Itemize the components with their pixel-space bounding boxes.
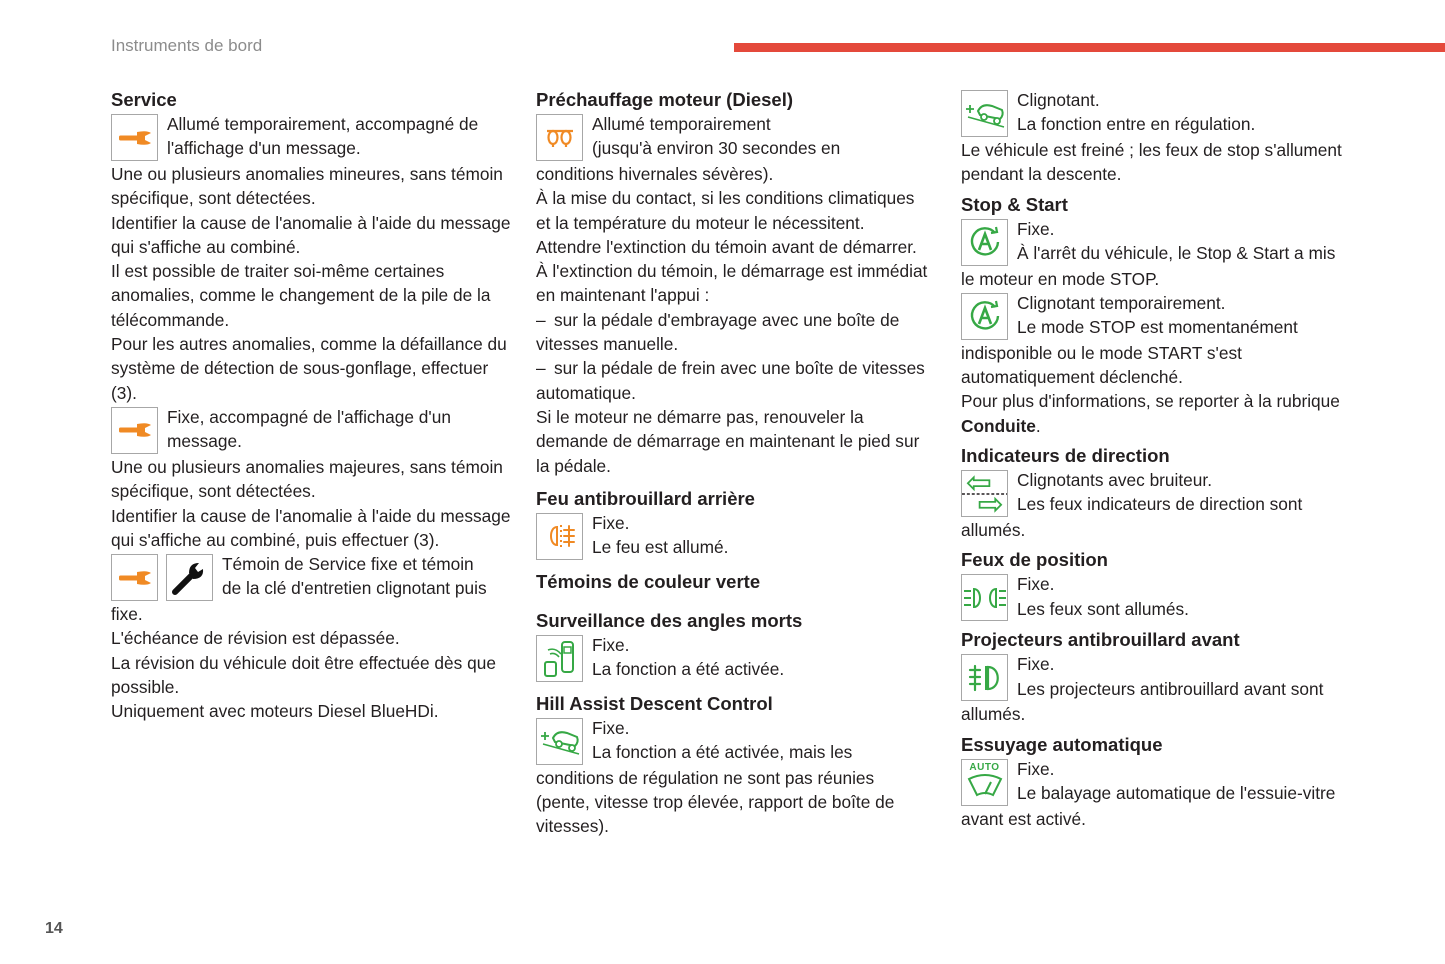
service-item-1-body-3: Il est possible de traiter soi-même certaines anomalies, comme le changement de la pile de la télécommande. (111, 261, 491, 330)
wiper-heading: Essuyage automatique (961, 733, 1163, 755)
stop-start-2-cont: indisponible ou le mode START s'est automatiquement déclenché. (961, 342, 1242, 388)
preheat-heading: Préchauffage moteur (Diesel) (536, 89, 794, 110)
preheat-line-2: (jusqu'à environ 30 secondes en (592, 138, 841, 159)
service-wrench-icon (111, 114, 158, 161)
rear-fog-lamp-icon (536, 513, 583, 560)
wiper-line-2: Le balayage automatique de l'essuie-vitre (1017, 782, 1336, 803)
hill-blink-line-1: Clignotant. (1017, 90, 1100, 110)
service-item-2-line-2: message. (167, 431, 242, 452)
blind-spot-icon (536, 635, 583, 682)
position-line-2: Les feux sont allumés. (1017, 598, 1189, 619)
preheat-cont: conditions hivernales sévères). (536, 164, 774, 184)
service-item-2-line-1: Fixe, accompagné de l'affichage d'un (167, 406, 451, 427)
direction-line-2: Les feux indicateurs de direction sont (1017, 494, 1303, 515)
hill-blink-cont: Le véhicule est freiné ; les feux de stop s'allument pendant la descente. (961, 140, 1342, 185)
service-item-3-line-2: de la clé d'entretien clignotant puis (222, 578, 487, 599)
dash-mark: – (536, 309, 546, 330)
hill-assist-cont: conditions de régulation ne sont pas réunies (pente, vitesse trop élevée, rapport de boîte de vitesses). (536, 767, 895, 837)
blind-spot-heading: Surveillance des angles morts (536, 609, 803, 631)
blind-spot-line-2: La fonction a été activée. (592, 659, 785, 680)
service-item-3 (111, 552, 511, 602)
service-item-3-body-2: La révision du véhicule doit être effectuée dès que possible. (111, 652, 496, 698)
wiper-cont: avant est activé. (961, 808, 1086, 829)
hill-descent-icon (536, 718, 583, 765)
service-item-3-body-3: Uniquement avec moteurs Diesel BlueHDi. (111, 701, 439, 722)
wiper-line-1: Fixe. (1017, 758, 1055, 779)
preheat-item (536, 112, 928, 162)
direction-item (961, 468, 1366, 518)
front-fog-line-1: Fixe. (1017, 654, 1055, 675)
hill-assist-item (536, 716, 928, 766)
column-3 (961, 88, 1366, 831)
accent-bar (734, 43, 1445, 52)
preheat-bullet-2 (536, 356, 928, 405)
conduite-reference: Conduite (961, 415, 1036, 436)
front-fog-item (961, 652, 1366, 702)
preheat-body-4: Si le moteur ne démarre pas, renouveler la demande de démarrage en maintenant le pied sur la pédale. (536, 406, 920, 476)
glow-plug-icon (536, 114, 583, 161)
auto-wiper-label: AUTO (969, 761, 1000, 773)
page-number: 14 (45, 920, 63, 937)
auto-wiper-icon (961, 759, 1008, 806)
service-wrench-icon (111, 407, 158, 454)
blind-spot-line-1: Fixe. (592, 634, 630, 655)
service-item-1-line-1: Allumé temporairement, accompagné de (167, 114, 479, 134)
hill-blink-line-2: La fonction entre en régulation. (1017, 114, 1256, 135)
front-fog-line-2: Les projecteurs antibrouillard avant sont (1017, 678, 1324, 699)
position-item (961, 572, 1366, 622)
green-section-heading: Témoins de couleur verte (536, 570, 761, 592)
position-heading: Feux de position (961, 549, 1108, 571)
stop-start-item-2 (961, 291, 1366, 341)
preheat-line-1: Allumé temporairement (592, 114, 771, 134)
preheat-body-1: À la mise du contact, si les conditions climatiques et la température du moteur le nécessitent. (536, 188, 915, 233)
service-item-1-line-2: l'affichage d'un message. (167, 138, 361, 159)
service-item-1-body: Une ou plusieurs anomalies mineures, sans témoin spécifique, sont détectées. (111, 164, 503, 209)
running-head: Instruments de bord (111, 36, 263, 55)
dash-mark: – (536, 358, 546, 379)
hill-descent-icon (961, 90, 1008, 137)
position-line-1: Fixe. (1017, 574, 1055, 595)
hill-blink-item (961, 88, 1366, 138)
rear-fog-line-1: Fixe. (592, 512, 630, 533)
column-1 (111, 88, 511, 724)
stop-start-info-suffix: . (1035, 415, 1041, 436)
service-item-3-body: L'échéance de révision est dépassée. (111, 628, 400, 649)
service-item-3-line-1: Témoin de Service fixe et témoin (222, 554, 474, 575)
rear-fog-line-2: Le feu est allumé. (592, 537, 729, 558)
wiper-item (961, 757, 1366, 807)
preheat-bullet-2-text: sur la pédale de frein avec une boîte de vitesses automatique. (536, 358, 925, 403)
service-item-2-body: Une ou plusieurs anomalies majeures, sans témoin spécifique, sont détectées. (111, 456, 503, 502)
stop-start-1-line-1: Fixe. (1017, 218, 1055, 239)
direction-line-1: Clignotants avec bruiteur. (1017, 470, 1213, 491)
stop-start-2-line-1: Clignotant temporairement. (1017, 292, 1226, 313)
turn-indicators-icon (961, 470, 1008, 517)
rear-fog-heading: Feu antibrouillard arrière (536, 487, 755, 509)
service-heading: Service (111, 89, 177, 110)
preheat-bullet-1-text: sur la pédale d'embrayage avec une boîte de vitesses manuelle. (536, 309, 900, 355)
column-2 (536, 88, 928, 839)
hill-assist-heading: Hill Assist Descent Control (536, 692, 773, 714)
service-item-1-body-2: Identifier la cause de l'anomalie à l'aide du message qui s'affiche au combiné. (111, 212, 511, 257)
stop-start-1-cont: le moteur en mode STOP. (961, 268, 1160, 289)
front-fog-heading: Projecteurs antibrouillard avant (961, 629, 1240, 651)
maintenance-spanner-icon (166, 554, 213, 601)
service-wrench-icon (111, 554, 158, 601)
service-item-1 (111, 112, 511, 162)
hill-assist-line-2: La fonction a été activée, mais les (592, 742, 853, 763)
service-item-3-cont: fixe. (111, 604, 143, 625)
rear-fog-item (536, 511, 928, 561)
preheat-bullet-1 (536, 308, 928, 357)
front-fog-cont: allumés. (961, 704, 1026, 725)
service-item-1-body-4: Pour les autres anomalies, comme la défaillance du système de détection de sous-gonflage, effectuer (3). (111, 334, 507, 403)
stop-start-icon (961, 219, 1008, 266)
front-fog-lamp-icon (961, 654, 1008, 701)
stop-start-info (961, 389, 1366, 438)
direction-heading: Indicateurs de direction (961, 445, 1170, 467)
service-item-2 (111, 405, 511, 455)
stop-start-info-text: Pour plus d'informations, se reporter à la rubrique (961, 391, 1340, 412)
stop-start-item-1 (961, 217, 1366, 267)
preheat-body-2: Attendre l'extinction du témoin avant de démarrer. (536, 236, 917, 257)
stop-start-icon (961, 293, 1008, 340)
position-lamps-icon (961, 574, 1008, 621)
preheat-body-3: À l'extinction du témoin, le démarrage est immédiat en maintenant l'appui : (536, 261, 928, 306)
stop-start-1-line-2: À l'arrêt du véhicule, le Stop & Start a mis (1017, 242, 1336, 263)
stop-start-heading: Stop & Start (961, 193, 1068, 215)
direction-cont: allumés. (961, 520, 1026, 541)
blind-spot-item (536, 633, 928, 683)
stop-start-2-line-2: Le mode STOP est momentanément (1017, 317, 1298, 338)
hill-assist-line-1: Fixe. (592, 717, 630, 738)
service-item-2-body-2: Identifier la cause de l'anomalie à l'aide du message qui s'affiche au combiné, puis effectuer (3). (111, 505, 511, 550)
